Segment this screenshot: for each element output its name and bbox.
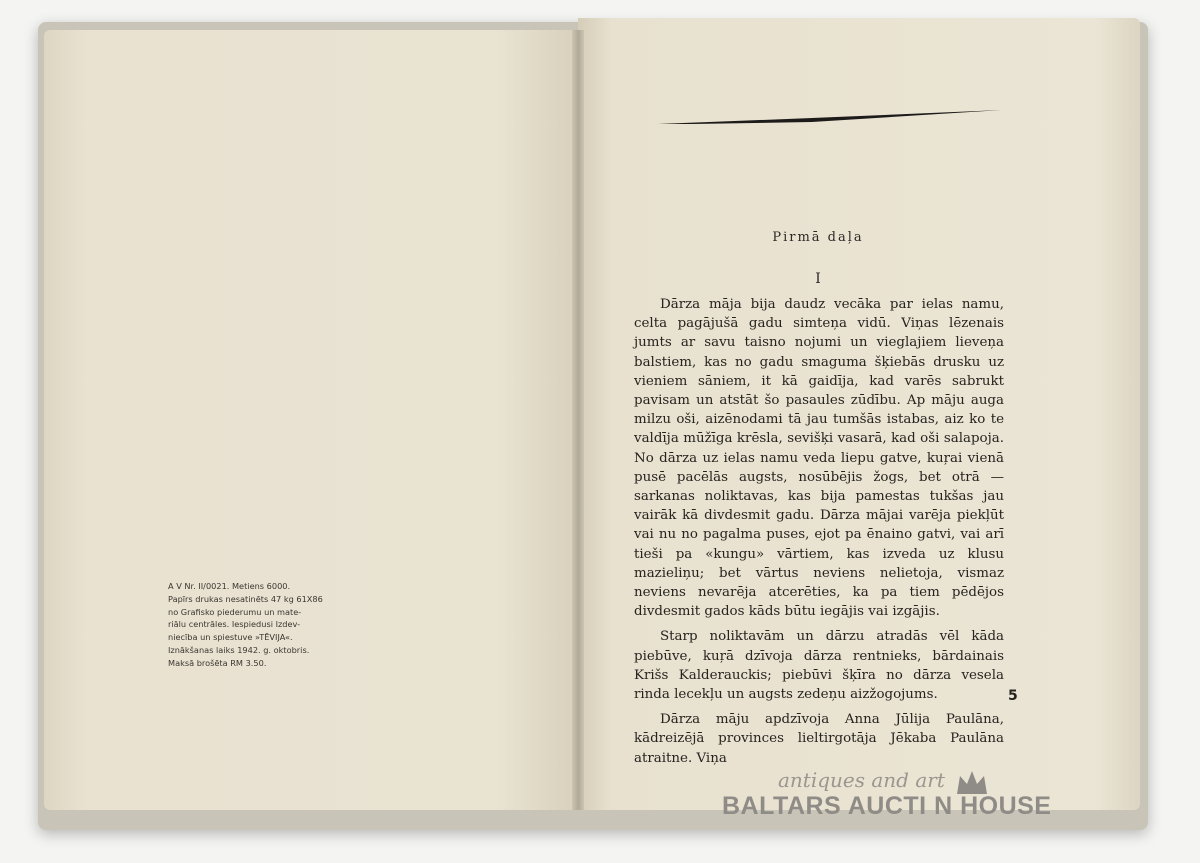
watermark-name: BALTARS AUCTI N HOUSE (722, 792, 1052, 820)
decorative-rule (632, 108, 1002, 124)
book-gutter (572, 30, 584, 810)
watermark-tagline: antiques and art (778, 768, 945, 792)
chapter-number: I (815, 271, 821, 287)
watermark (722, 768, 1122, 828)
imprint-line: niecība un spiestuve »TĒVIJA«. (168, 632, 293, 643)
body-text (634, 295, 1004, 774)
imprint-block (168, 580, 323, 670)
imprint-line: Papīrs drukas nesatinēts 47 kg 61X86 (168, 593, 323, 604)
paragraph: Dārza māju apdzīvoja Anna Jūlija Paulāna, kādreizējā provinces lieltirgotāja Jēkaba Paulāna atraitne. Viņa (634, 712, 1004, 766)
imprint-line: Iznākšanas laiks 1942. g. oktobris. (168, 644, 310, 655)
part-title: Pirmā daļa (772, 230, 864, 245)
left-page (44, 30, 578, 810)
imprint-line: no Grafisko piederumu un mate- (168, 606, 302, 617)
imprint-line: A V Nr. II/0021. Metiens 6000. (168, 581, 291, 591)
imprint-line: Maksā brošēta RM 3.50. (168, 657, 267, 668)
paragraph: Starp noliktavām un dārzu atradās vēl kāda piebūve, kuŗā dzīvoja dārza rentnieks, bārdainais Krišs Kalderauckis; piebūvi šķīra no dārza vesela rinda lecekļu un augsts zedeņu aizžogojums. (634, 629, 1004, 703)
imprint-line: riālu centrāles. Iespiedusi Izdev- (168, 619, 301, 630)
page-number: 5 (1008, 688, 1018, 704)
paragraph: Dārza māja bija daudz vecāka par ielas namu, celta pagājušā gadu simteņa vidū. Viņas lēzenais jumts ar savu taisno nojumi un vieglajiem lieveņa balstiem, kas no gadu smaguma šķiebās drusku uz vieniem sāniem, it kā gaidīja, kad varēs sabrukt pavisam un atstāt šo pasaules zūdību. Ap māju auga milzu oši, aizēnodami tā jau tumšās istabas, aiz ko te valdīja mūžīga krēsla, sevišķi vasarā, kad oši salapoja. No dārza uz ielas namu veda liepu gatve, kuŗai vienā pusē pacēlās augsts, nosūbējis žogs, bet otrā — sarkanas noliktavas, kas bija pamestas tukšas jau vairāk kā divdesmit gadu. Dārza mājai varēja piekļūt vai nu no pagalma puses, ejot pa ēnaino gatvi, vai arī tieši pa «kungu» vārtiem, kas izveda uz klusu mazieliņu; bet vārtus neviens nelietoja, vismaz neviens nevarēja atcerēties, ka pa tiem pēdējos divdesmit gados kāds būtu iegājis vai izgājis. (634, 297, 1004, 620)
